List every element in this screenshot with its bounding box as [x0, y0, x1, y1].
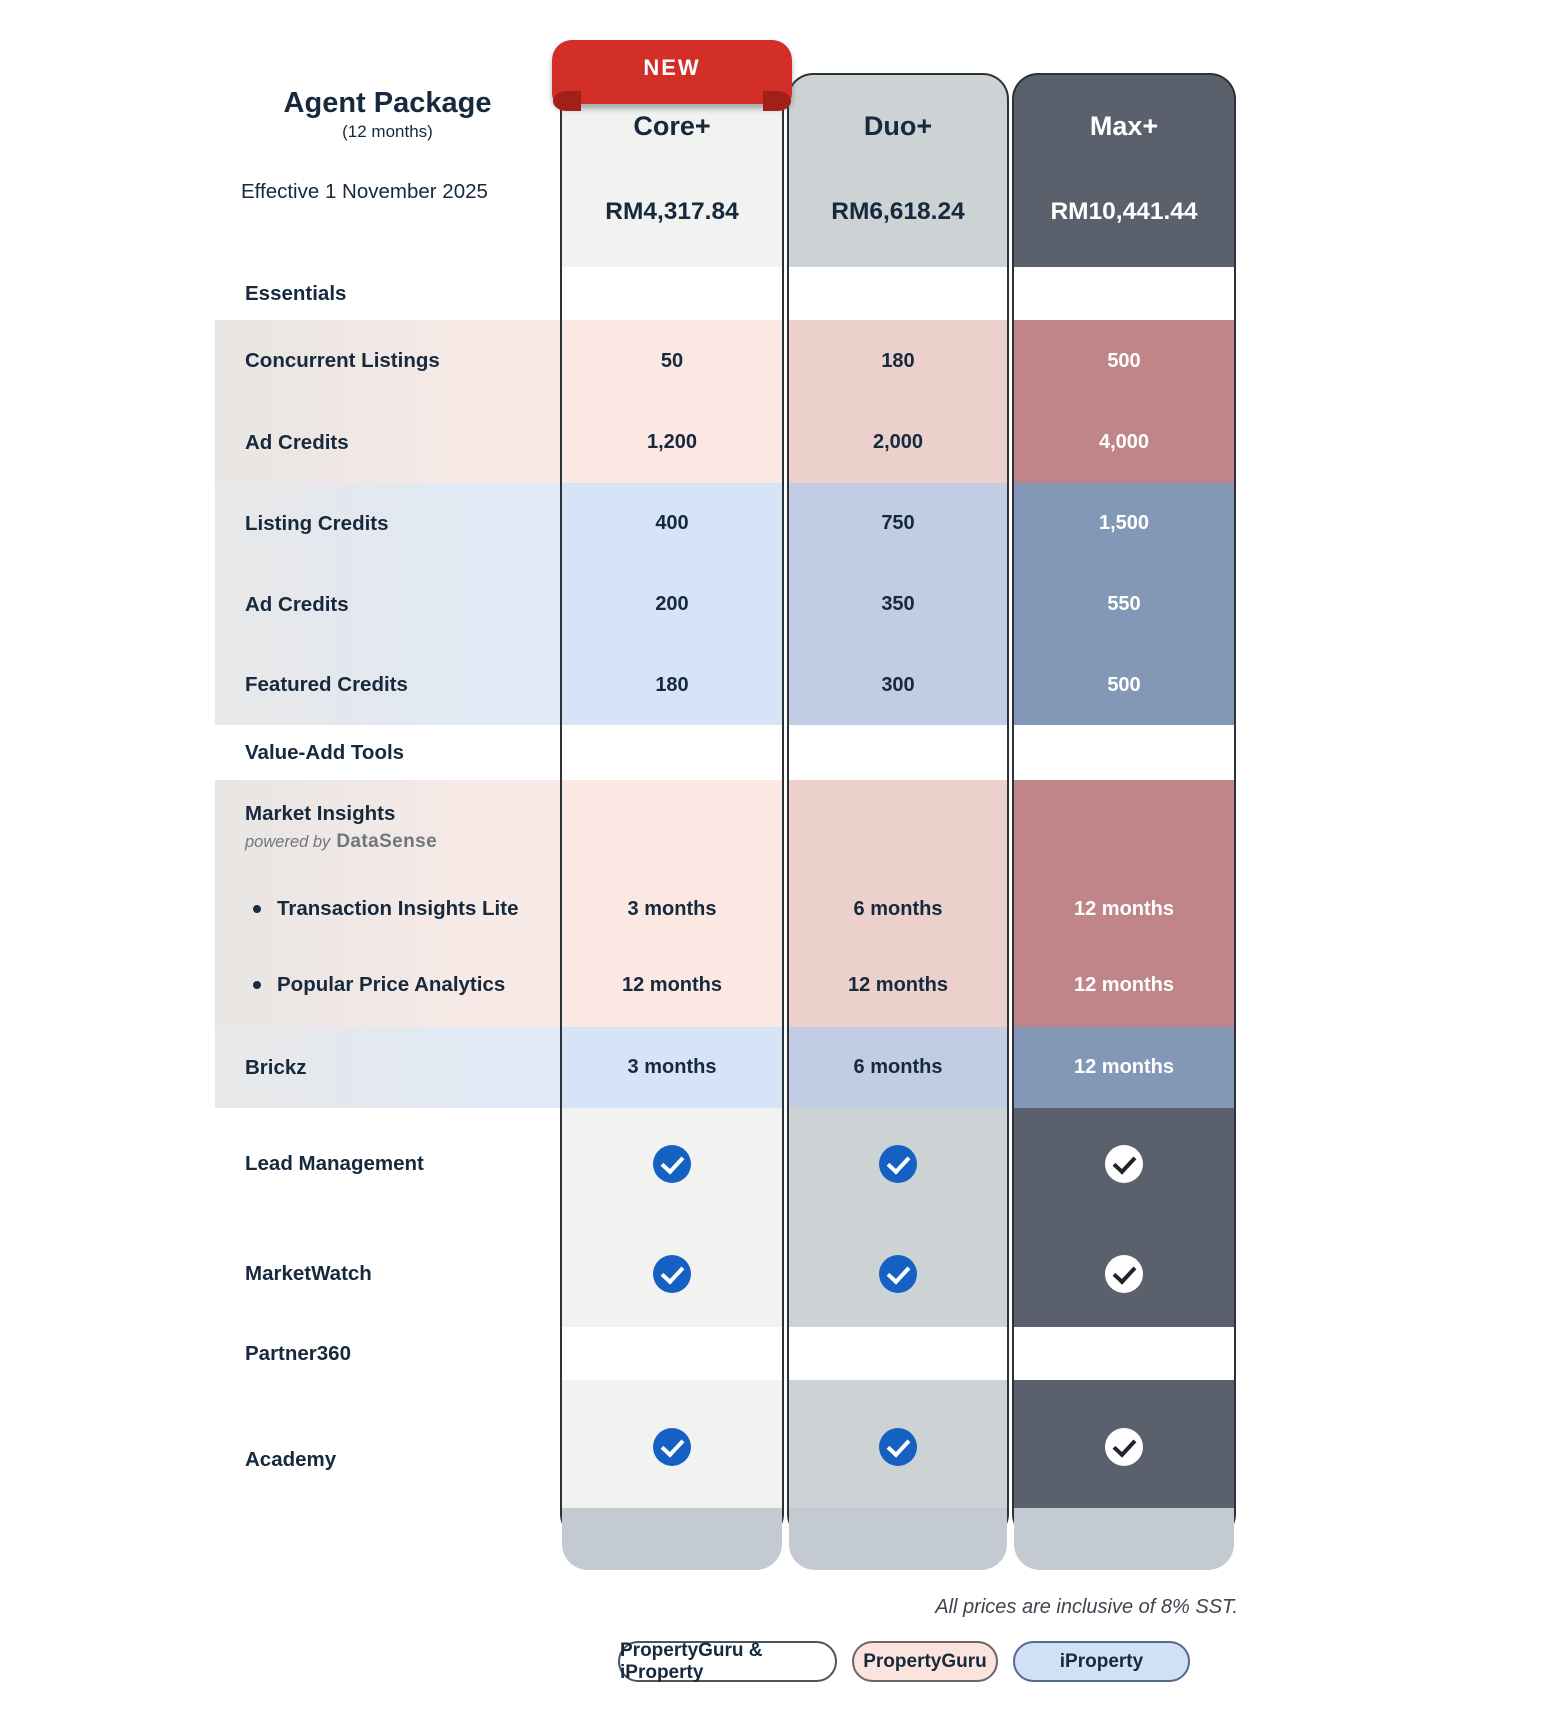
check-icon: [879, 1428, 917, 1466]
cell-duo: [787, 1220, 1009, 1327]
cell-max: 500: [1012, 645, 1236, 725]
legend-pill-iproperty[interactable]: iProperty: [1013, 1641, 1190, 1682]
cell-core: [560, 1108, 784, 1220]
cell-core: 200: [560, 564, 784, 645]
cell-duo: [787, 1380, 1009, 1540]
cell-duo: 180: [787, 320, 1009, 402]
row-label: Featured Credits: [215, 645, 560, 725]
check-icon: [1105, 1145, 1143, 1183]
legend-pill-propertyguru[interactable]: PropertyGuru: [852, 1641, 998, 1682]
cell-max: 12 months: [1012, 875, 1236, 943]
check-icon: [653, 1145, 691, 1183]
cell-duo: 350: [787, 564, 1009, 645]
powered-by-line: [245, 829, 437, 853]
section-label-partner360: Partner360: [245, 1341, 351, 1365]
section-label-value-add-tools: Value-Add Tools: [245, 740, 405, 764]
cell-max: [1012, 1108, 1236, 1220]
cell-duo: 300: [787, 645, 1009, 725]
table-row-brickz: [215, 1027, 1238, 1108]
check-icon: [1105, 1428, 1143, 1466]
cell-duo: 2,000: [787, 402, 1009, 483]
datasense-logo: DataSense: [336, 831, 438, 852]
legend-pill-propertyguru-and-iproperty[interactable]: PropertyGuru & iProperty: [618, 1641, 837, 1682]
cell-core: [560, 1220, 784, 1327]
check-icon: [879, 1145, 917, 1183]
row-label-market-insights: [215, 780, 560, 875]
row-label: Transaction Insights Lite: [215, 875, 560, 943]
table-row-listing-credits: [215, 483, 1238, 564]
powered-by-text: powered by: [245, 833, 331, 851]
check-icon: [1105, 1255, 1143, 1293]
cell-duo: 6 months: [787, 875, 1009, 943]
row-label: Ad Credits: [215, 402, 560, 483]
table-row-lead-management: [215, 1108, 1238, 1220]
plan-price-duo: RM6,618.24: [831, 198, 965, 225]
table-row-ad-credits-pg: [215, 402, 1238, 483]
plan-name-max: Max+: [1089, 111, 1159, 141]
table-row-ad-credits-ip: [215, 564, 1238, 645]
cell-core: 3 months: [560, 1027, 784, 1108]
cell-core: [560, 1380, 784, 1540]
platform-legend: [618, 1641, 1190, 1682]
plan-price-core: RM4,317.84: [605, 198, 739, 225]
bullet-icon: [253, 981, 261, 989]
table-row-featured-credits: [215, 645, 1238, 725]
plan-header-max: [1012, 73, 1236, 267]
table-row-transaction-insights-lite: [215, 875, 1238, 943]
cell-max: 12 months: [1012, 943, 1236, 1027]
cell-core: 1,200: [560, 402, 784, 483]
row-label: Popular Price Analytics: [215, 943, 560, 1027]
plan-header-duo: [787, 73, 1009, 267]
market-insights-label: Market Insights: [245, 802, 396, 825]
table-row-market-insights: [215, 780, 1238, 875]
cell-max: 1,500: [1012, 483, 1236, 564]
cell-max: [1012, 1380, 1236, 1540]
row-label: Brickz: [215, 1027, 560, 1108]
plan-name-core: Core+: [633, 111, 711, 141]
table-row-marketwatch: [215, 1220, 1238, 1327]
cell-max: 12 months: [1012, 1027, 1236, 1108]
row-label: Lead Management: [245, 1152, 424, 1175]
plan-price-max: RM10,441.44: [1050, 198, 1198, 225]
section-header-essentials: [215, 267, 1238, 320]
table-row-concurrent-listings: [215, 320, 1238, 402]
section-header-partner360: [215, 1327, 1238, 1380]
section-header-value-add-tools: [215, 725, 1238, 780]
cell-duo: 12 months: [787, 943, 1009, 1027]
cell-max: 4,000: [1012, 402, 1236, 483]
row-label: Concurrent Listings: [215, 320, 560, 402]
table-row-academy: [215, 1380, 1238, 1540]
cell-core: 50: [560, 320, 784, 402]
plan-name-duo: Duo+: [863, 111, 933, 141]
row-label: Ad Credits: [215, 564, 560, 645]
new-ribbon: [552, 40, 792, 104]
package-comparison-table: [215, 73, 1238, 1540]
cell-duo: 750: [787, 483, 1009, 564]
row-label: Academy: [245, 1448, 337, 1471]
cell-core: 12 months: [560, 943, 784, 1027]
row-label: MarketWatch: [245, 1261, 372, 1285]
check-icon: [879, 1255, 917, 1293]
cell-core: 3 months: [560, 875, 784, 943]
cell-max: [1012, 1220, 1236, 1327]
check-icon: [653, 1255, 691, 1293]
cell-core: 400: [560, 483, 784, 564]
check-icon: [653, 1428, 691, 1466]
page-subtitle: (12 months): [342, 122, 433, 141]
cell-core: 180: [560, 645, 784, 725]
cell-duo: 6 months: [787, 1027, 1009, 1108]
cell-max: 550: [1012, 564, 1236, 645]
cell-duo: [787, 1108, 1009, 1220]
package-title-block: [215, 73, 560, 267]
section-label-essentials: Essentials: [245, 281, 347, 305]
effective-date: Effective 1 November 2025: [241, 180, 488, 203]
new-ribbon-label: NEW: [643, 55, 701, 80]
cell-max: 500: [1012, 320, 1236, 402]
bullet-icon: [253, 905, 261, 913]
row-label: Listing Credits: [215, 483, 560, 564]
sst-note: All prices are inclusive of 8% SST.: [935, 1596, 1238, 1618]
page-title: Agent Package: [283, 87, 492, 119]
table-row-popular-price-analytics: [215, 943, 1238, 1027]
